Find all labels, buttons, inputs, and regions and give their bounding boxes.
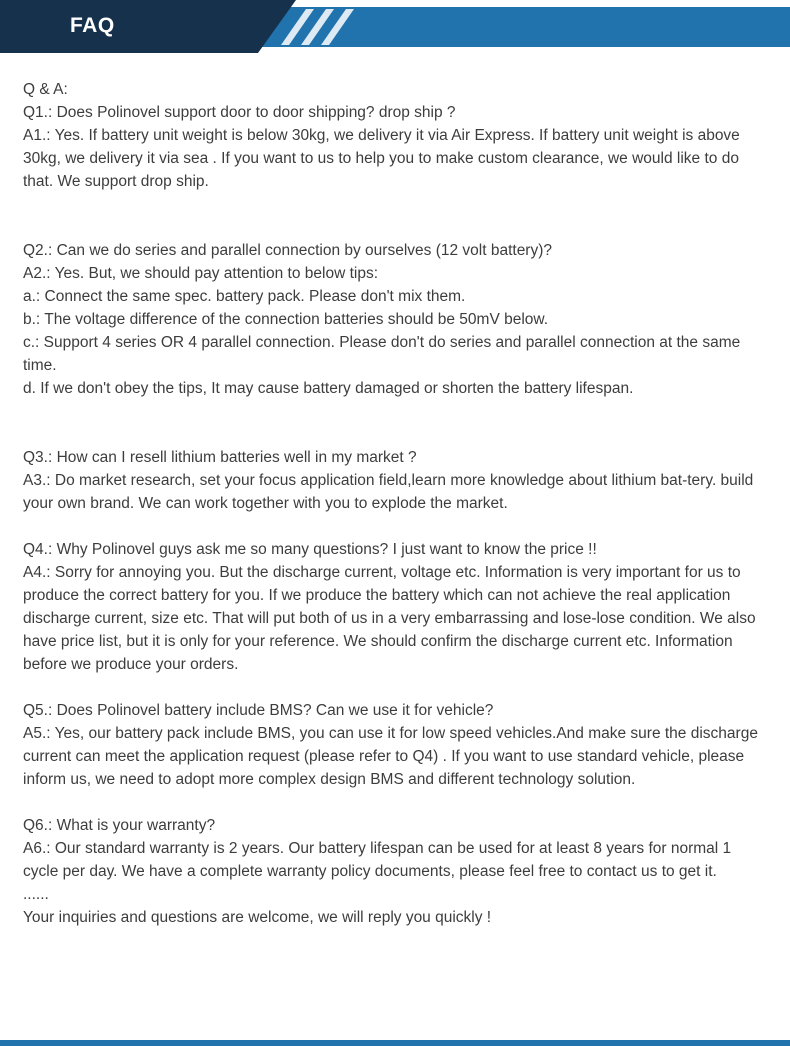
faq-line: Q6.: What is your warranty? <box>23 817 216 834</box>
faq-blocks <box>23 101 768 929</box>
faq-line: a.: Connect the same spec. battery pack. Please don't mix them. <box>23 288 466 305</box>
faq-line: Your inquiries and questions are welcome, we will reply you quickly ! <box>23 909 492 926</box>
faq-line: b.: The voltage difference of the connection batteries should be 50mV below. <box>23 311 549 328</box>
faq-line: Q3.: How can I resell lithium batteries well in my market ? <box>23 449 417 466</box>
qa-intro: Q & A: <box>23 81 68 98</box>
banner-graphic <box>0 0 790 53</box>
faq-line: A1.: Yes. If battery unit weight is below 30kg, we delivery it via Air Express. If battery unit weight is above 30kg, we delivery it via sea . If you want to us to help you to make custom clearance, we would like to do that. We support drop ship. <box>23 127 740 190</box>
faq-line: A6.: Our standard warranty is 2 years. Our battery lifespan can be used for at least 8 years for normal 1 cycle per day. We have a complete warranty policy documents, please feel free to contact us to get it. <box>23 840 732 880</box>
faq-line: ...... <box>23 886 49 903</box>
faq-line: Q4.: Why Polinovel guys ask me so many questions? I just want to know the price !! <box>23 541 597 558</box>
faq-block <box>23 814 768 929</box>
faq-block <box>23 699 768 791</box>
faq-line: Q2.: Can we do series and parallel connection by ourselves (12 volt battery)? <box>23 242 553 259</box>
faq-line: A3.: Do market research, set your focus application field,learn more knowledge about lithium bat-tery. build your own brand. We can work together with you to explode the market. <box>23 472 754 512</box>
faq-line: A2.: Yes. But, we should pay attention to below tips: <box>23 265 379 282</box>
banner-dark-band <box>0 0 296 53</box>
faq-line: c.: Support 4 series OR 4 parallel connection. Please don't do series and parallel connection at the same time. <box>23 334 741 374</box>
faq-header-banner <box>0 0 790 53</box>
footer-accent-bar <box>0 1040 790 1046</box>
faq-content <box>0 53 790 929</box>
faq-block <box>23 239 768 400</box>
faq-line: Q1.: Does Polinovel support door to door shipping? drop ship ? <box>23 104 456 121</box>
faq-block <box>23 538 768 676</box>
faq-block <box>23 101 768 193</box>
faq-line: d. If we don't obey the tips, It may cause battery damaged or shorten the battery lifespan. <box>23 380 634 397</box>
faq-line: A5.: Yes, our battery pack include BMS, you can use it for low speed vehicles.And make sure the discharge current can meet the application request (please refer to Q4) . If you want to use standard vehicle, please inform us, we need to adopt more complex design BMS and different technology solution. <box>23 725 758 788</box>
faq-line: A4.: Sorry for annoying you. But the discharge current, voltage etc. Information is very important for us to produce the correct battery for you. If we produce the battery which can not achieve the real application discharge current, size etc. That will put both of us in a very embarrassing and lose-lose condition. We also have price list, but it is only for your reference. We should confirm the discharge current etc. Information before we produce your orders. <box>23 564 756 673</box>
page-title: FAQ <box>70 13 115 37</box>
faq-line: Q5.: Does Polinovel battery include BMS? Can we use it for vehicle? <box>23 702 494 719</box>
faq-block <box>23 446 768 515</box>
